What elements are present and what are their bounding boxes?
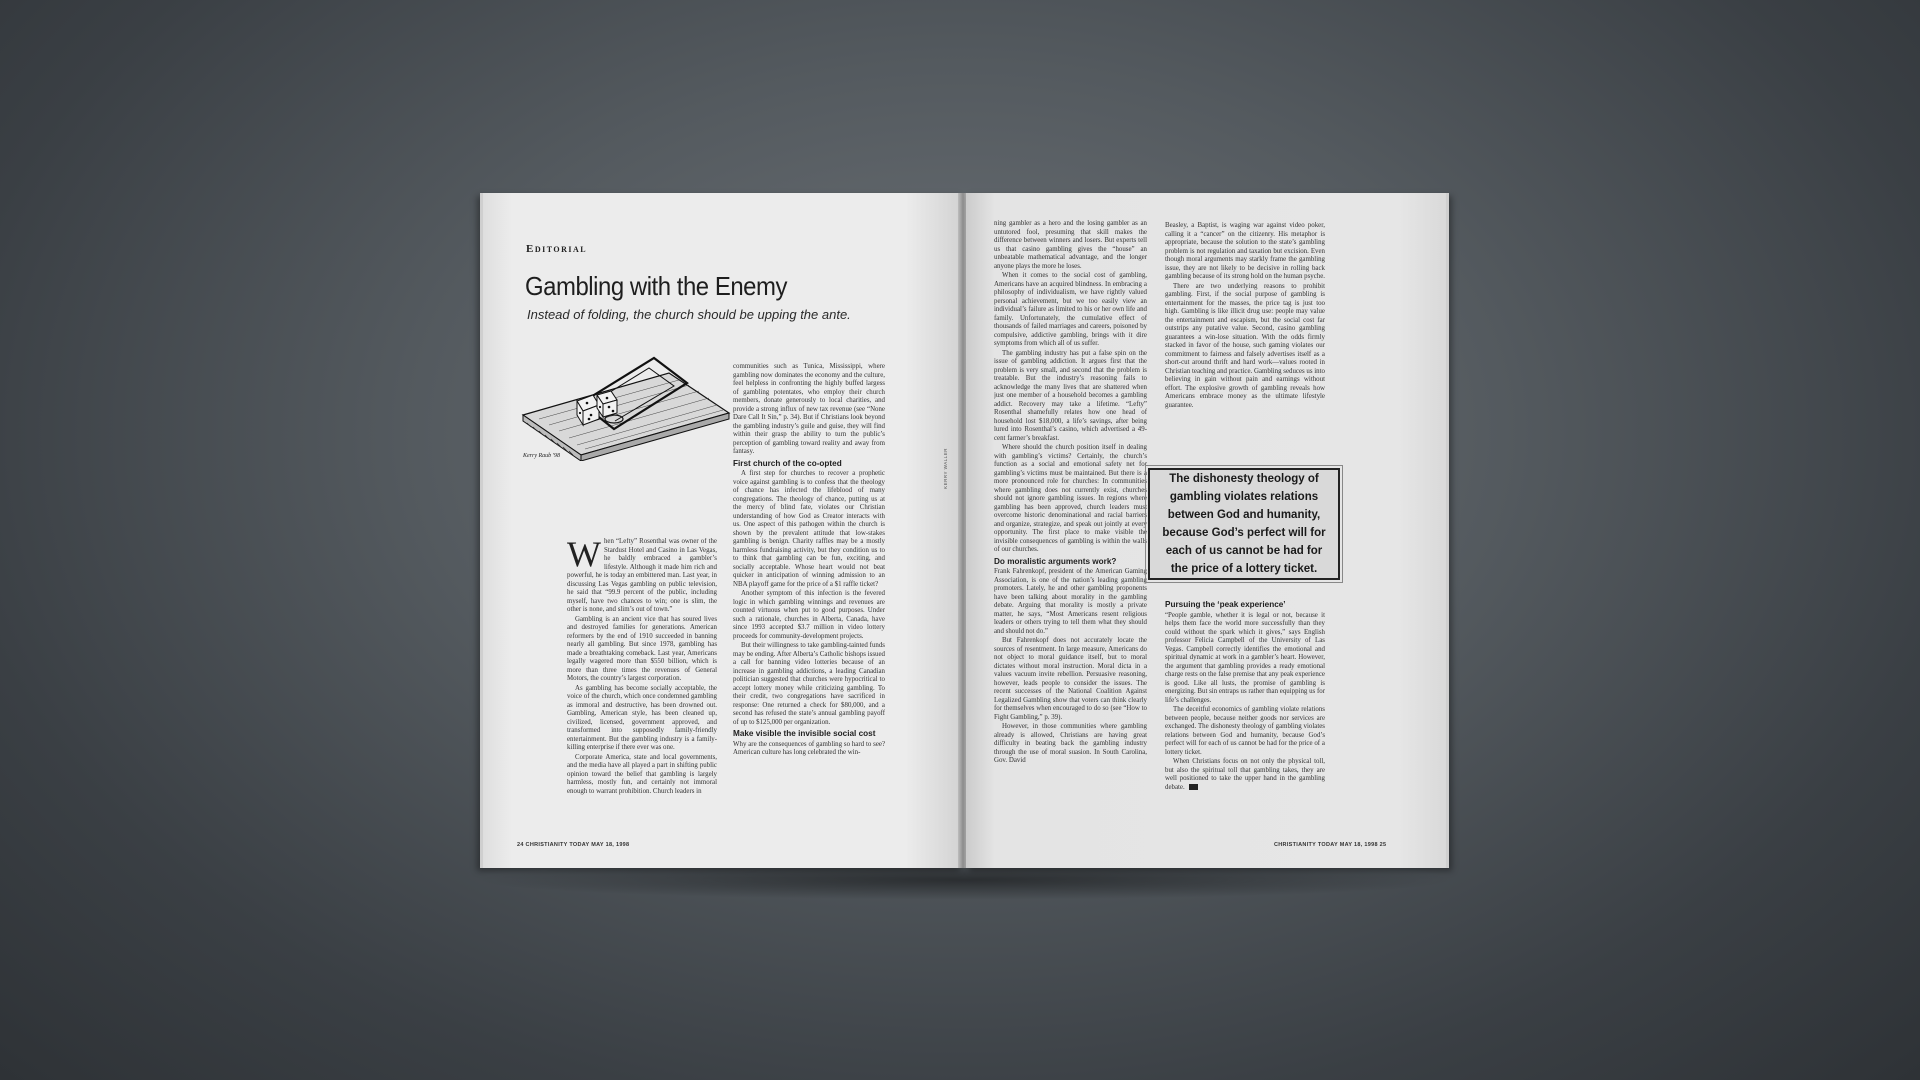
paragraph: A first step for churches to recover a prophetic voice against gambling is to confess that the theology of chance has infected the lifeblood of many congregations. The theology of chance, putting us at the mercy of blind fate, violates our Christian understanding of how God as Creator interacts with us. One aspect of this pathogen within the church is shown by the prevalent attitude that low-stakes gambling is benign. Charity raffles may be a mostly harmless fundraising activity, but they condition us to to think that gambling can be fun, exciting, and socially acceptable. Whose heart would not beat quicker in anticipation of winning admission to an NBA playoff game for the price of a $1 raffle ticket? bbox=[733, 470, 885, 588]
paragraph: When “Lefty” Rosenthal was owner of the Stardust Hotel and Casino in Las Vegas, he baldly embraced a gambler’s lifestyle. Although it made him rich and powerful, he is today an embittered man. Last year, in discussing Las Vegas gambling on public television, he said that “99.9 percent of the public, including myself, have two chances to win; one is slim, the other is none, and slim’s out of town.” bbox=[567, 538, 717, 613]
pull-quote-box bbox=[1148, 468, 1340, 580]
paragraph: But Fahrenkopf does not accurately locate the sources of resentment. In large measure, Americans do not object to moral guidance itself, but to moral dictates without moral instruction. Moral dicta in a values vacuum invite rebellion. Persuasive reasoning, however, leads people to consider the issues. The recent successes of the National Coalition Against Legalized Gambling show that voters can think clearly for themselves when encouraged to do so (see “How to Fight Gambling,” p. 39). bbox=[994, 637, 1147, 721]
paragraph: When it comes to the social cost of gambling, Americans have an acquired blindness. In embracing a philosophy of individualism, we have rightly valued personal achievement, but we too easily view an individual’s failure as limited to his or her own life and family. Unfortunately, the cumulative effect of thousands of failed marriages and careers, poisoned by compulsive, addictive gambling, brings with it dire symptoms from which all of us suffer. bbox=[994, 272, 1147, 347]
paragraph: When Christians focus on not only the physical toll, but also the spiritual toll that gambling takes, they are well positioned to take the upper hand in the gambling debate. bbox=[1165, 758, 1325, 791]
paragraph: “People gamble, whether it is legal or not, because it helps them face the world more successfully than they could without the spark which it gives,” says English professor Felicia Campbell of the University of Las Vegas. Campbell correctly identifies the emotional and spiritual dynamic at work in a gambler’s heart. However, the argument that gambling provides a ready emotional charge rests on the false premise that any peak experience is good. Like all lusts, the promise of gambling is energizing. But sin entraps us rather than equipping us for life’s challenges. bbox=[1165, 611, 1325, 704]
paragraph: Corporate America, state and local governments, and the media have all played a part in shifting public opinion toward the belief that gambling is largely harmless, mostly fun, and certainly not immoral enough to warrant prohibition. Church leaders in bbox=[567, 753, 717, 795]
article-dek: Instead of folding, the church should be upping the ante. bbox=[527, 307, 851, 322]
paragraph: But their willingness to take gambling-tainted funds may be ending. After Alberta’s Catholic bishops issued a call for banning video lotteries because of an increase in gambling addictions, a leading Canadian politician suggested that churches were hypocritical to accept lottery money while criticizing gambling. To their credit, two congregations have sacrificed in response: One returned a check for $80,000, and a second has refused the state’s annual gambling payoff of up to $125,000 per organization. bbox=[733, 642, 885, 726]
article-headline: Gambling with the Enemy bbox=[525, 271, 787, 301]
dropcap: W bbox=[567, 538, 601, 574]
end-mark-icon bbox=[1189, 784, 1198, 790]
subhead: Make visible the invisible social cost bbox=[733, 729, 876, 738]
paragraph: Beasley, a Baptist, is waging war against video poker, calling it a “cancer” on the citizenry. His metaphor is appropriate, because the solution to the state’s gambling problem is not regulation and taxation but excision. Even though moral arguments may starkly frame the gambling issue, they are not likely to be decisive in rolling back gambling because of its strong hold on the human psyche. bbox=[1165, 222, 1325, 280]
right-folio: CHRISTIANITY TODAY MAY 18, 1998 25 bbox=[1274, 842, 1387, 848]
paragraph: Why are the consequences of gambling so hard to see? American culture has long celebrated the win- bbox=[733, 740, 885, 756]
paragraph: ning gambler as a hero and the losing gambler as an untutored fool, presuming that skill makes the difference between winners and losers. But experts tell us that casino gambling gives the “house” an unbeatable mathematical advantage, and the longer anyone plays the more he loses. bbox=[994, 220, 1147, 270]
right-column-1 bbox=[994, 220, 1147, 830]
illustration-signature: Kerry Raub '98 bbox=[523, 453, 560, 459]
left-column-1 bbox=[567, 538, 717, 828]
mousetrap-dice-illustration bbox=[519, 343, 734, 461]
left-column-2 bbox=[733, 363, 885, 828]
right-column-2-top bbox=[1165, 222, 1325, 462]
right-column-2-bottom bbox=[1165, 598, 1325, 830]
paragraph: Frank Fahrenkopf, president of the American Gaming Association, is one of the nation’s leading gambling promoters. Lately, he and other gambling proponents have been talking about morality in the gambling debate. Arguing that morality is mostly a private matter, he says, “Most Americans resent religious leaders or others trying to tell them what they should and should not do.” bbox=[994, 568, 1147, 635]
paragraph: The deceitful economics of gambling violate relations between people, because neither goods nor services are exchanged. The dishonesty theology of gambling violates relations between God and humanity, because God’s perfect will for each of us cannot be had for the price of a lottery ticket. bbox=[1165, 706, 1325, 756]
paragraph: As gambling has become socially acceptable, the voice of the church, which once condemned gambling as immoral and destructive, has been drowned out. Gambling, American style, has been cleaned up, civilized, licensed, government approved, and transformed into supposedly family-friendly entertainment. But the gambling industry is a family-killing enterprise if there ever was one. bbox=[567, 684, 717, 751]
paragraph: However, in those communities where gambling already is allowed, Christians are having great difficulty in beating back the gambling industry through the use of moral suasion. In South Carolina, Gov. David bbox=[994, 723, 1147, 764]
paragraph: The gambling industry has put a false spin on the issue of gambling addiction. It argues first that the problem is very small, and second that the problem is treatable. But the industry’s reasoning fails to acknowledge the many lives that are shattered when just one member of a household becomes a gambling addict. Recovery may take a lifetime. “Lefty” Rosenthal shamefully relates how one head of household lost $18,000, a life’s savings, after being lured into Rosenthal’s casino, which advertised a 49-cent farmer’s breakfast. bbox=[994, 349, 1147, 442]
right-page bbox=[966, 193, 1449, 868]
pull-quote-text: The dishonesty theology of gambling violates relations between God and humanity, because God’s perfect will for each of us cannot be had for the price of a lottery ticket. bbox=[1162, 473, 1326, 575]
left-folio: 24 CHRISTIANITY TODAY MAY 18, 1998 bbox=[517, 842, 630, 848]
paragraph: communities such as Tunica, Mississippi, where gambling now dominates the economy and the culture, feel helpless in confronting the highly buffed largess of gambling potentates, who employ their church members, donate generously to local charities, and provide a strong influx of new tax revenue (see “None Dare Call It Sin,” p. 34). But if Christians look beyond the gambling industry’s guile and guise, they will find within their grasp the ability to turn the public’s perception of gambling toward reality and away from fantasy. bbox=[733, 363, 885, 455]
photo-credit: KERRY WALLER bbox=[943, 448, 948, 489]
paragraph: Another symptom of this infection is the fevered logic in which gambling winnings and revenues are counted virtuous when put to good purposes. Under such a rationale, churches in Alberta, Canada, have since 1993 accepted $3.7 million in video lottery proceeds for community-development projects. bbox=[733, 590, 885, 640]
paragraph: Where should the church position itself in dealing with gambling’s victims? Certainly, the church’s function as a social and emotional safety net for gambling’s victims must be maintained. But there is a more pronounced role for churches: In communities where gambling does not currently exist, churches should not ignore gambling issues. In regions where gambling has been approved, church leaders must overcome historic denominational and racial barriers and organize, strategize, and speak out jointly at every opportunity. The first place to make visible the invisible consequences of gambling is within the walls of our churches. bbox=[994, 444, 1147, 553]
subhead: Pursuing the ‘peak experience’ bbox=[1165, 600, 1286, 609]
open-magazine bbox=[480, 193, 1446, 868]
paragraph: There are two underlying reasons to prohibit gambling. First, if the social purpose of gambling is entertainment for the masses, the price tag is just too high. Gambling is like illicit drug use: people may value the entertainment and escapism, but the social cost far outstrips any putative value. Second, casino gambling guarantees a win-lose situation. With the odds firmly stacked in favor of the house, such gaming violates our commitment to fairness and falsely advertises itself as a short-cut around thrift and hard work—values rooted in Christian teaching and practice. Gambling seduces us into believing in gain without pain and earnings without effort. The explosive growth of gambling reveals how Americans embrace money as the ultimate lifestyle guarantee. bbox=[1165, 282, 1325, 409]
section-kicker: Editorial bbox=[526, 243, 588, 255]
subhead: Do moralistic arguments work? bbox=[994, 556, 1117, 566]
subhead: First church of the co-opted bbox=[733, 458, 842, 468]
paragraph: Gambling is an ancient vice that has soured lives and destroyed families for generations. American reformers by the end of 1910 succeeded in banning nearly all gambling. But since 1978, gambling has made a breathtaking comeback. Last year, Americans legally wagered more than $550 billion, which is more than three times the revenues of General Motors, the country’s largest corporation. bbox=[567, 615, 717, 682]
left-page bbox=[480, 193, 963, 868]
